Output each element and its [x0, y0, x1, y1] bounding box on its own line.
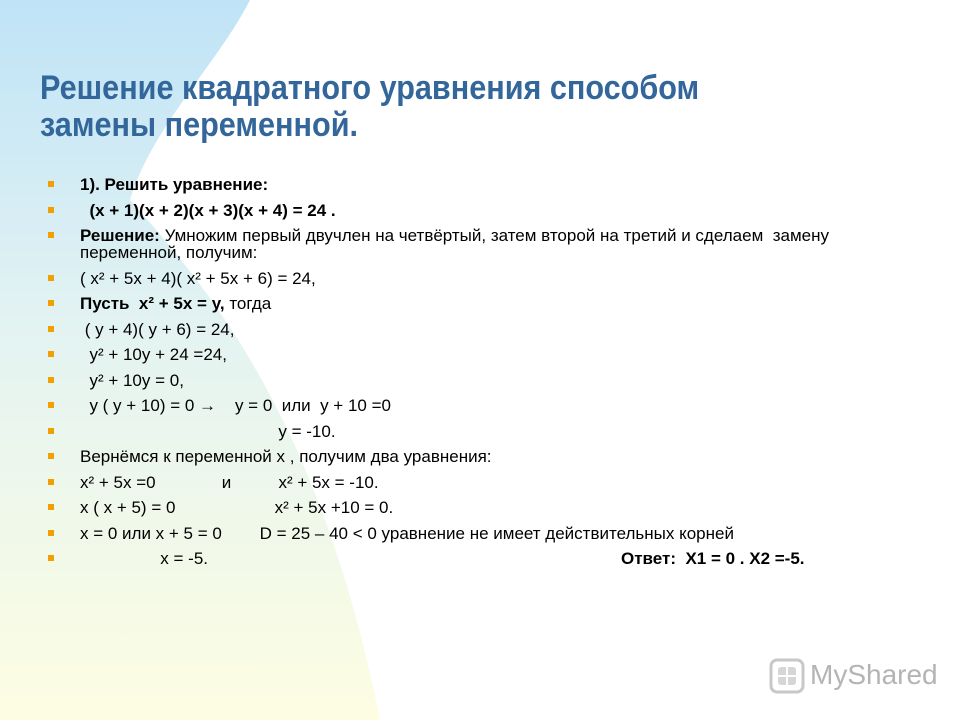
logo-text: MyShared [810, 659, 938, 690]
bullet-icon [48, 232, 54, 238]
bullet-icon [48, 351, 54, 357]
myshared-logo [768, 655, 938, 695]
bullet-icon [48, 453, 54, 459]
list-item: х ( х + 5) = 0 х² + 5х +10 = 0. [48, 499, 908, 516]
bullet-icon [48, 326, 54, 332]
bullet-icon [48, 181, 54, 187]
list-item: Вернёмся к переменной х , получим два уравнения: [48, 448, 908, 465]
bullet-icon [48, 377, 54, 383]
solution-list [48, 176, 908, 576]
list-item: у² + 10у = 0, [48, 372, 908, 389]
list-item: Решение: Умножим первый двучлен на четвёртый, затем второй на третий и сделаем замену переменной, получим: [48, 227, 908, 261]
list-item: ( х² + 5х + 4)( х² + 5х + 6) = 24, [48, 270, 908, 287]
title-line-1: Решение квадратного уравнения способом [40, 69, 700, 107]
list-item: ( у + 4)( у + 6) = 24, [48, 321, 908, 338]
list-item: у = -10. [48, 423, 908, 440]
slide-title [40, 70, 832, 144]
list-item: х = -5. Ответ: Х1 = 0 . Х2 =-5. [48, 550, 908, 567]
bullet-icon [48, 479, 54, 485]
myshared-logo-icon [768, 657, 806, 695]
answer-text: Ответ: Х1 = 0 . Х2 =-5. [621, 549, 805, 568]
bullet-icon [48, 428, 54, 434]
title-line-2: замены переменной. [40, 106, 359, 144]
list-item: у² + 10у + 24 =24, [48, 346, 908, 363]
bullet-icon [48, 300, 54, 306]
list-item: х² + 5х =0 и х² + 5х = -10. [48, 474, 908, 491]
list-item: х = 0 или х + 5 = 0 D = 25 – 40 < 0 уравнение не имеет действительных корней [48, 525, 908, 542]
list-item: (х + 1)(х + 2)(х + 3)(х + 4) = 24 . [48, 202, 908, 219]
bullet-icon [48, 504, 54, 510]
list-item: Пусть х² + 5х = у, тогда [48, 295, 908, 312]
bullet-icon [48, 555, 54, 561]
bullet-icon [48, 402, 54, 408]
list-item: 1). Решить уравнение: [48, 176, 908, 193]
list-item: у ( у + 10) = 0 → у = 0 или у + 10 =0 [48, 397, 908, 414]
bullet-icon [48, 530, 54, 536]
bullet-icon [48, 207, 54, 213]
bullet-icon [48, 275, 54, 281]
